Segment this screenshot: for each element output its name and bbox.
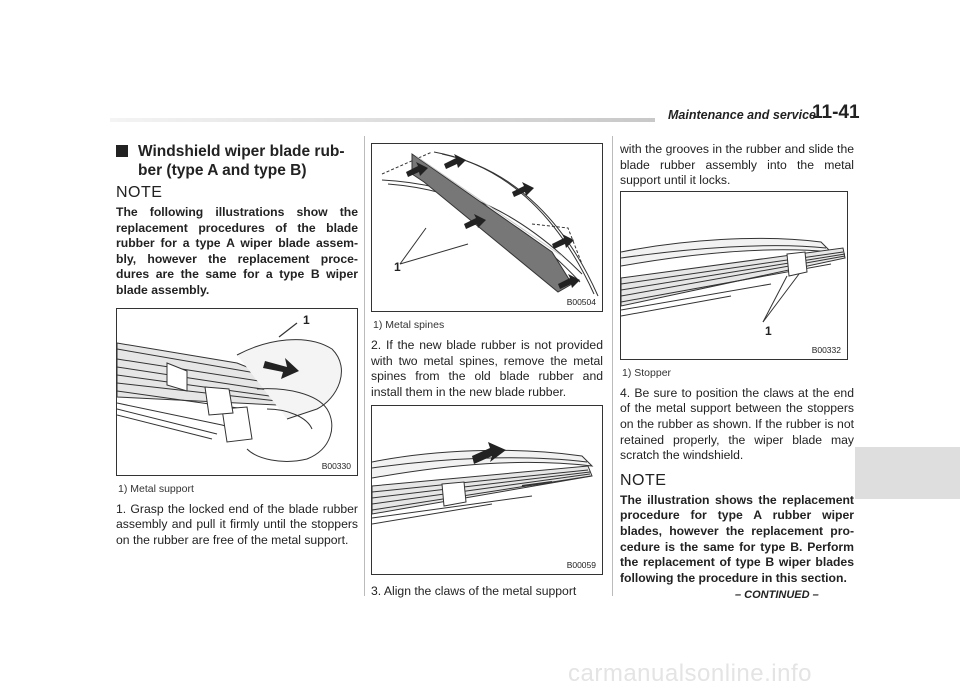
note-title: NOTE <box>620 471 667 489</box>
heading-line-2: ber (type A and type B) <box>138 162 307 179</box>
wiper-support-illustration <box>117 309 357 475</box>
column-2 <box>371 136 603 600</box>
note-text: The illustration shows the replacement procedure for type A rubber wiper blades, however the replacement pro-cedure is the same for type B. Perform the replacement of type B wiper blades following the procedure in this section. <box>620 492 854 585</box>
note-title: NOTE <box>116 184 163 201</box>
figure-stopper <box>620 191 848 360</box>
chapter-tab <box>855 447 960 499</box>
callout-number: 1 <box>394 260 401 274</box>
figure-metal-spines <box>371 143 603 312</box>
section-heading <box>116 142 358 180</box>
bullet-square-icon <box>116 145 128 157</box>
figure-code: B00059 <box>566 560 596 571</box>
step-2: 2. If the new blade rubber is not provided with two metal spines, remove the metal spines from the old blade rubber and install them in the new blade rubber. <box>371 338 603 399</box>
step-1: 1. Grasp the locked end of the blade rubber assembly and pull it firmly until the stoppers on the rubber are free of the metal support. <box>116 501 358 547</box>
spines-illustration <box>372 144 602 311</box>
callout-number: 1 <box>303 312 310 327</box>
column-divider <box>612 136 613 596</box>
note-text: The following illustrations show the replacement procedures of the blade rubber for a type A wiper blade assem-bly, however the replacement proce-dures are the same for a type B wiper blade assembly. <box>116 205 358 297</box>
figure-code: B00504 <box>566 297 596 307</box>
callout-number: 1 <box>765 323 772 338</box>
page-number: 11-41 <box>812 102 860 123</box>
figure-code: B00330 <box>321 460 351 471</box>
watermark-text: carmanualsonline.info <box>568 660 812 687</box>
column-divider <box>364 136 365 596</box>
figure-metal-support <box>116 308 358 476</box>
column-3 <box>620 136 854 586</box>
figure-install-rubber <box>371 405 603 575</box>
header-rule <box>110 118 655 122</box>
figure-caption: 1) Stopper <box>622 366 672 379</box>
column-1 <box>116 136 358 548</box>
stopper-illustration <box>621 192 847 359</box>
step-4: 4. Be sure to position the claws at the end of the metal support between the stoppers on the rubber as shown. If the rubber is not retained properly, the wiper blade may scratch the windshield. <box>620 385 854 463</box>
figure-code: B00332 <box>811 344 841 355</box>
install-illustration <box>372 406 602 574</box>
figure-caption: 1) Metal support <box>118 482 194 495</box>
continued-marker: – CONTINUED – <box>735 589 819 601</box>
heading-line-1: Windshield wiper blade rub- <box>138 143 345 160</box>
section-title: Maintenance and service <box>668 108 816 122</box>
step-3: 3. Align the claws of the metal support <box>371 584 577 599</box>
step-3-continued: with the grooves in the rubber and slide the blade rubber assembly into the metal support until it locks. <box>620 142 854 188</box>
figure-caption: 1) Metal spines <box>373 319 445 331</box>
